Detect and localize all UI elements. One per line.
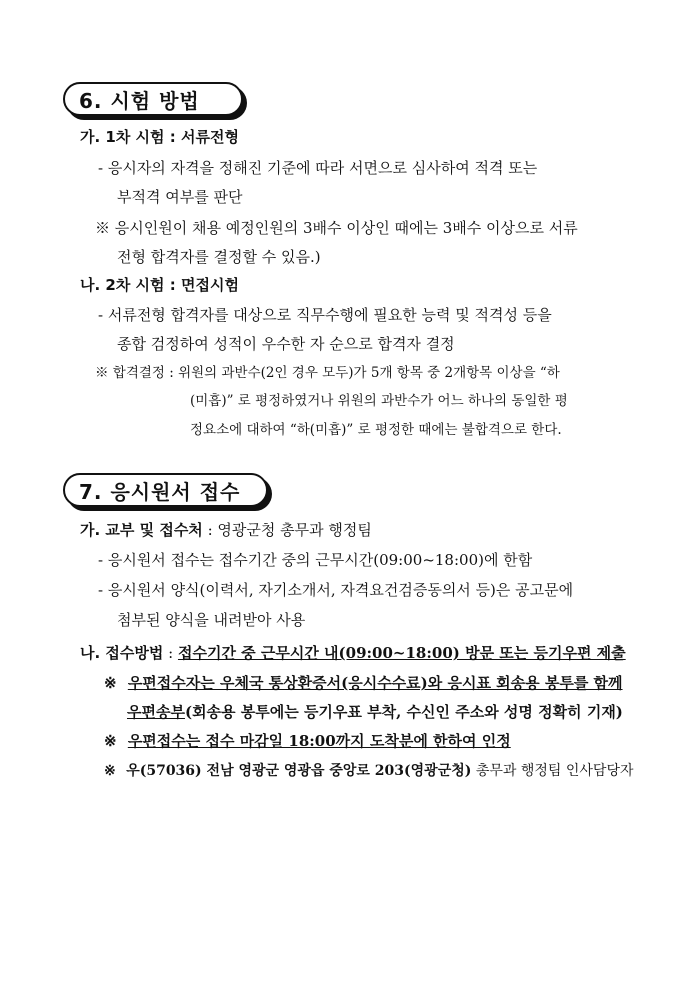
sec7-b-note-1-line-2: 우편송부(회송용 봉투에는 등기우표 부착, 수신인 주소와 성명 정확히 기재) xyxy=(127,703,623,721)
section-6-title xyxy=(63,82,243,116)
sec7-b-note-2: ※ 우편접수는 접수 마감일 18:00까지 도착분에 한하여 인정 xyxy=(104,732,511,750)
section-7-title-text: 7. 응시원서 접수 xyxy=(79,479,241,504)
sec7-a-line-1: - 응시원서 접수는 접수기간 중의 근무시간(09:00~18:00)에 한함 xyxy=(98,551,533,569)
sec6-item-a-heading: 가. 1차 시험 : 서류전형 xyxy=(80,128,239,146)
sec6-b-line-2: 종합 검정하여 성적이 우수한 자 순으로 합격자 결정 xyxy=(117,335,455,353)
sec6-b-note-line-2: (미흡)” 로 평정하였거나 위원의 과반수가 어느 하나의 동일한 평 xyxy=(190,393,568,409)
sec6-a-note-line-2: 전형 합격자를 결정할 수 있음.) xyxy=(117,248,321,266)
sec7-b-note-1-line-1: ※ 우편접수자는 우체국 통상환증서(응시수수료)와 응시표 회송용 봉투를 함께 xyxy=(104,674,623,692)
section-7-title xyxy=(63,473,268,507)
sec6-a-line-1: - 응시자의 자격을 정해진 기준에 따라 서면으로 심사하여 적격 또는 xyxy=(98,159,538,177)
sec6-a-note-line-1: ※ 응시인원이 채용 예정인원의 3배수 이상인 때에는 3배수 이상으로 서류 xyxy=(95,219,578,237)
sec6-b-line-1: - 서류전형 합격자를 대상으로 직무수행에 필요한 능력 및 적격성 등을 xyxy=(98,306,552,324)
sec7-item-a-heading: 가. 교부 및 접수처 : 영광군청 총무과 행정팀 xyxy=(80,521,372,539)
sec7-item-b-heading: 나. 접수방법 : 접수기간 중 근무시간 내(09:00~18:00) 방문 또는 등기우편 제출 xyxy=(80,644,626,662)
sec7-b-method: 접수기간 중 근무시간 내(09:00~18:00) 방문 또는 등기우편 제출 xyxy=(177,644,626,662)
sec7-a-line-3: 첨부된 양식을 내려받아 사용 xyxy=(117,611,306,629)
sec6-b-note-line-3: 정요소에 대하여 “하(미흡)” 로 평정한 때에는 불합격으로 한다. xyxy=(190,422,562,438)
sec6-item-b-heading: 나. 2차 시험 : 면접시험 xyxy=(80,276,239,294)
sec6-b-note-line-1: ※ 합격결정 : 위원의 과반수(2인 경우 모두)가 5개 항목 중 2개항목 이상을 “하 xyxy=(95,365,560,381)
sec7-b-note-3: ※ 우(57036) 전남 영광군 영광읍 중앙로 203(영광군청) 총무과 행정팀 인사담당자 xyxy=(104,763,634,779)
sec7-a-line-2: - 응시원서 양식(이력서, 자기소개서, 자격요건검증동의서 등)은 공고문에 xyxy=(98,581,574,599)
sec6-a-line-2: 부적격 여부를 판단 xyxy=(117,188,243,206)
section-6-title-text: 6. 시험 방법 xyxy=(79,88,200,113)
